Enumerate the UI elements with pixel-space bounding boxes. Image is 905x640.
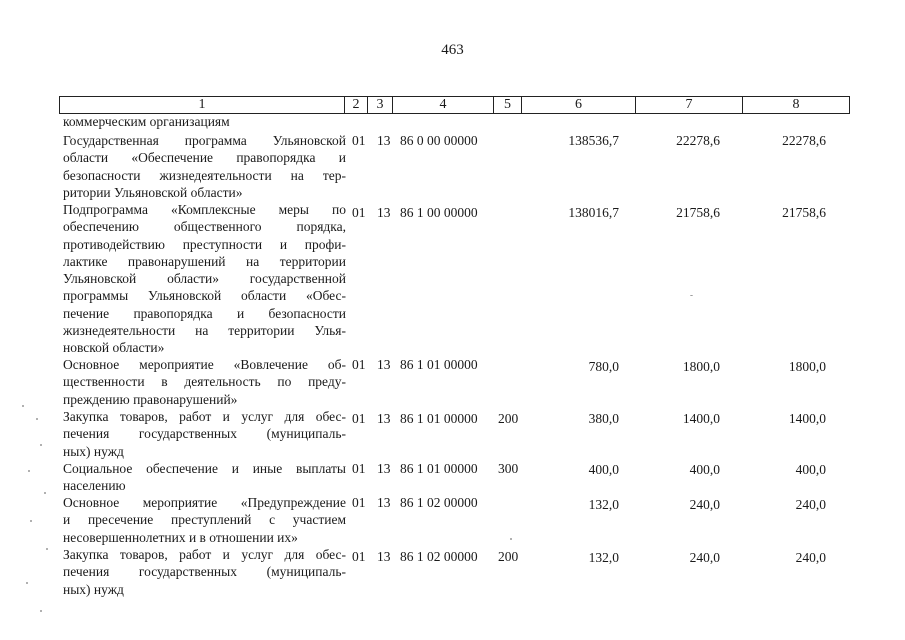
cell-target-code: 86 1 02 00000: [400, 549, 478, 564]
header-col-1: 1: [59, 96, 345, 114]
cell-amount-6: 132,0: [588, 550, 619, 565]
row-name: [63, 494, 346, 546]
continuation-text: коммерческим организациям: [63, 114, 230, 129]
row-name: [63, 356, 346, 408]
cell-subsection: 13: [377, 411, 391, 426]
cell-amount-6: 380,0: [588, 411, 619, 426]
cell-amount-7: 400,0: [689, 462, 720, 477]
row-name-line: области «Обеспечение правопорядка и: [63, 150, 346, 166]
cell-amount-8: 22278,6: [782, 133, 826, 148]
cell-target-code: 86 1 02 00000: [400, 495, 478, 510]
cell-section: 01: [352, 133, 366, 148]
row-name-line: безопасности жизнедеятельности на тер-: [63, 167, 346, 183]
cell-amount-7: 1400,0: [682, 411, 720, 426]
row-name-line: ных) нужд: [63, 581, 124, 597]
row-name-line: несовершеннолетних и в отношении их»: [63, 529, 298, 545]
speck: [690, 295, 693, 296]
header-col-3: 3: [368, 96, 393, 114]
speck: [28, 470, 30, 472]
row-name-line: Социальное обеспечение и иные выплаты: [63, 461, 346, 476]
row-name-line: печения государственных (муниципаль-: [63, 426, 346, 442]
row-name-line: Ульяновской области» государственной: [63, 271, 346, 287]
row-name-line: Подпрограмма «Комплексные меры по: [63, 202, 346, 217]
cell-amount-8: 240,0: [795, 497, 826, 512]
cell-subsection: 13: [377, 461, 391, 476]
cell-amount-7: 240,0: [689, 497, 720, 512]
cell-amount-8: 1400,0: [788, 411, 826, 426]
cell-amount-6: 132,0: [588, 497, 619, 512]
row-name-line: печение правопорядка и безопасности: [63, 305, 346, 321]
speck: [36, 418, 38, 420]
cell-amount-6: 138016,7: [568, 205, 619, 220]
header-col-2: 2: [345, 96, 368, 114]
row-name-line: Основное мероприятие «Предупреждение: [63, 495, 346, 510]
header-col-8: 8: [743, 96, 850, 114]
cell-amount-7: 1800,0: [682, 359, 720, 374]
row-name-line: Государственная программа Ульяновской: [63, 133, 346, 148]
cell-subsection: 13: [377, 357, 391, 372]
speck: [40, 444, 42, 446]
cell-section: 01: [352, 495, 366, 510]
row-name-line: Основное мероприятие «Вовлечение об-: [63, 357, 346, 372]
cell-target-code: 86 1 00 00000: [400, 205, 478, 220]
cell-target-code: 86 1 01 00000: [400, 357, 478, 372]
row-name-line: ных) нужд: [63, 443, 124, 459]
speck: [46, 548, 48, 550]
header-col-6: 6: [522, 96, 636, 114]
row-name-line: печения государственных (муниципаль-: [63, 564, 346, 580]
cell-amount-7: 21758,6: [676, 205, 720, 220]
speck: [22, 405, 24, 407]
row-name-line: населению: [63, 478, 126, 494]
row-name: [63, 546, 346, 598]
speck: [510, 538, 512, 540]
row-name-line: противодействию преступности и профи-: [63, 236, 346, 252]
header-col-7: 7: [636, 96, 743, 114]
cell-amount-7: 22278,6: [676, 133, 720, 148]
cell-target-code: 86 1 01 00000: [400, 461, 478, 476]
row-name: [63, 408, 346, 460]
speck: [26, 582, 28, 584]
row-name-line: новской области»: [63, 340, 165, 356]
cell-amount-6: 138536,7: [568, 133, 619, 148]
cell-amount-8: 21758,6: [782, 205, 826, 220]
cell-amount-7: 240,0: [689, 550, 720, 565]
row-name: [63, 460, 346, 495]
cell-amount-8: 240,0: [795, 550, 826, 565]
row-name-line: Закупка товаров, работ и услуг для обес-: [63, 409, 346, 424]
speck: [44, 492, 46, 494]
row-name: [63, 132, 346, 201]
cell-section: 01: [352, 205, 366, 220]
cell-subsection: 13: [377, 205, 391, 220]
row-name: [63, 201, 346, 357]
row-name-line: щественности в деятельность по преду-: [63, 374, 346, 390]
speck: [30, 520, 32, 522]
row-name-line: и пресечение преступлений с участием: [63, 512, 346, 528]
cell-expense-type: 200: [498, 411, 519, 426]
row-name-line: лактике правонарушений на территории: [63, 253, 346, 269]
row-name-line: обеспечению общественного порядка,: [63, 219, 346, 235]
cell-target-code: 86 1 01 00000: [400, 411, 478, 426]
row-name-line: Закупка товаров, работ и услуг для обес-: [63, 547, 346, 562]
row-name-line: ритории Ульяновской области»: [63, 184, 243, 200]
cell-subsection: 13: [377, 133, 391, 148]
header-col-4: 4: [393, 96, 494, 114]
cell-subsection: 13: [377, 549, 391, 564]
cell-section: 01: [352, 549, 366, 564]
cell-subsection: 13: [377, 495, 391, 510]
speck: [40, 610, 42, 612]
row-name-line: преждению правонарушений»: [63, 391, 238, 407]
cell-section: 01: [352, 461, 366, 476]
cell-expense-type: 300: [498, 461, 519, 476]
page-number: 463: [441, 42, 464, 58]
cell-amount-6: 780,0: [588, 359, 619, 374]
cell-target-code: 86 0 00 00000: [400, 133, 478, 148]
row-name-line: программы Ульяновской области «Обес-: [63, 288, 346, 304]
cell-amount-6: 400,0: [588, 462, 619, 477]
cell-expense-type: 200: [498, 549, 519, 564]
header-col-5: 5: [494, 96, 522, 114]
cell-section: 01: [352, 357, 366, 372]
cell-amount-8: 400,0: [795, 462, 826, 477]
cell-amount-8: 1800,0: [788, 359, 826, 374]
cell-section: 01: [352, 411, 366, 426]
row-name-line: жизнедеятельности на территории Улья-: [63, 323, 346, 339]
